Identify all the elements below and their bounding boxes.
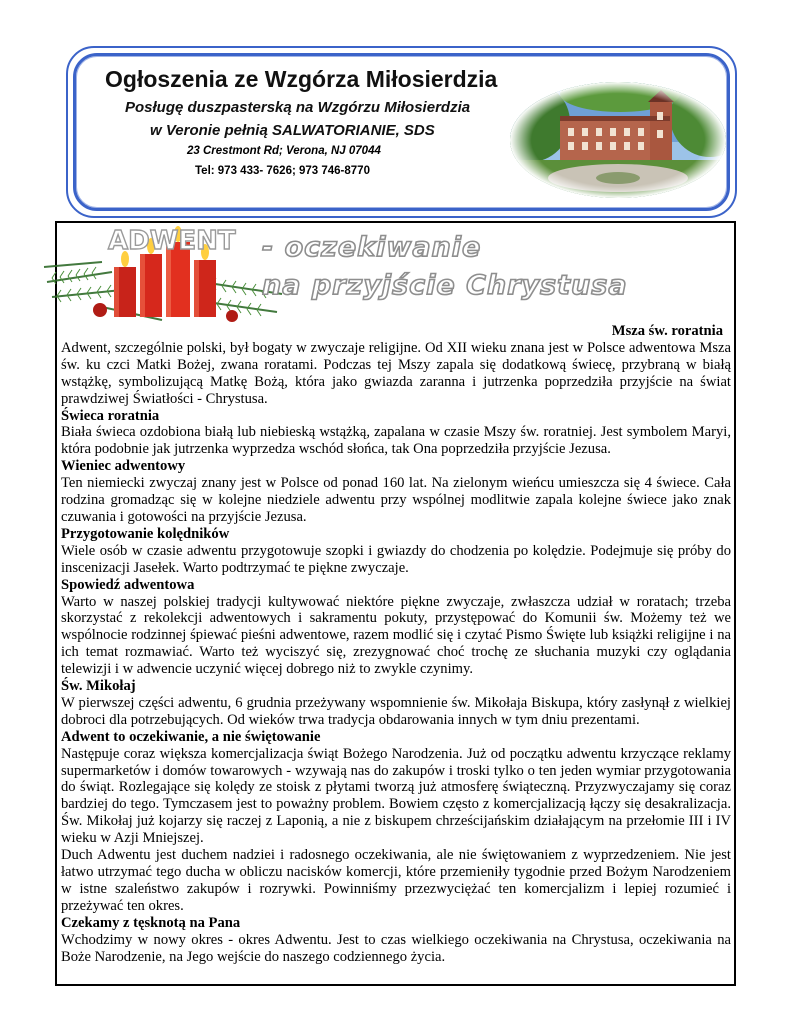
paragraph-mikolaj: W pierwszej części adwentu, 6 grudnia przeżywany wspomnienie św. Mikołaja Biskupa, który zasłynął z wielkiej dobroci dla potrzebujących. Od wieków trwa tradycja obdarowania innych w tym dniu prezentami. [61, 694, 731, 728]
section-heading-spowiedz: Spowiedź adwentowa [61, 576, 195, 593]
banner-tagline-1: - oczekiwanie [262, 232, 482, 263]
section-heading-tesknota: Czekamy z tęsknotą na Pana [61, 914, 241, 931]
header-subtitle-2: w Veronie pełnią SALWATORIANIE, SDS [150, 122, 435, 139]
church-photo [510, 82, 726, 198]
section-heading-mikolaj: Św. Mikołaj [61, 678, 136, 695]
paragraph-oczekiwanie-2: Duch Adwentu jest duchem nadziei i radosnego oczekiwania, ale nie świętowaniem z wyprzedzeniem. Nie jest łatwo utrzymać tego ducha w obliczu nacisków komercji, które przemieniły tygodnie przed Bożym Narodzeniem w istne szaleństwo zakupów i rozrywki. Powinniśmy przezwyciężać ten komercjalizm i lepiej rozumieć i przeżywać ten okres. [61, 847, 731, 914]
section-heading-wieniec: Wieniec adwentowy [61, 458, 186, 475]
header-subtitle-1: Posługę duszpasterską na Wzgórzu Miłosierdzia [125, 99, 471, 116]
paragraph-intro: Adwent, szczególnie polski, był bogaty w zwyczaje religijne. Od XII wieku znana jest w Polsce adwentowa Msza św. ku czci Matki Bożej, zwana roratami. Podczas tej Mszy zapala się dodatkową świecę, przybraną w białą wstążkę, symbolizującą Matkę Bożą, która jako gwiazda zaranna i jutrzenka poprzedziła przyjście na świat prawdziwej Światłości - Chrystusa. [61, 339, 731, 407]
article-body [61, 323, 731, 965]
header-phone: Tel: 973 433- 7626; 973 746-8770 [195, 165, 370, 177]
paragraph-swieca: Biała świeca ozdobiona białą lub niebieską wstążką, zapalana w czasie Mszy św. roratniej. Jest symbolem Maryi, która podobnie jak jutrzenka wyprzedza wschód słońca, tak Ona poprzedziła przyjście Jezusa. [61, 424, 731, 458]
paragraph-koledniki: Wiele osób w czasie adwentu przygotowuje szopki i gwiazdy do chodzenia po kolędzie. Podejmuje się próby do inscenizacji Jasełek. Warto podtrzymać te piękne zwyczaje. [61, 542, 731, 576]
paragraph-wieniec: Ten niemiecki zwyczaj znany jest w Polsce od ponad 160 lat. Na zielonym wieńcu umieszcza się 4 świece. Cała rodzina gromadząc się w kolejne niedziele adwentu przy wspólnej modlitwie zapala kolejne świece jako znak czuwania i gotowości na przyjście Jezusa. [61, 475, 731, 525]
page-title: Ogłoszenia ze Wzgórza Miłosierdzia [105, 66, 498, 92]
section-heading-oczekiwanie: Adwent to oczekiwanie, a nie świętowanie [61, 728, 321, 745]
section-heading-roratnia: Msza św. roratnia [611, 323, 723, 339]
banner-tagline-2: na przyjście Chrystusa [262, 270, 628, 301]
paragraph-tesknota: Wchodzimy w nowy okres - okres Adwentu. Jest to czas wielkiego oczekiwania na Chrystusa, oczekiwania na Boże Narodzenie, na Jego wejście do naszego codziennego życia. [61, 931, 731, 965]
section-heading-koledniki: Przygotowanie kolędników [61, 525, 230, 542]
header-address: 23 Crestmont Rd; Verona, NJ 07044 [187, 145, 381, 157]
paragraph-spowiedz: Warto w naszej polskiej tradycji kultywować niektóre piękne zwyczaje, zwłaszcza udział w roratach; trzeba skorzystać z rekolekcji adwentowych i sakramentu pokuty, przystępować do Komunii św. Możemy też we wspólnocie rodzinnej śpiewać pieśni adwentowe, razem modlić się i czytać Pismo Święte lub książki religijne i na ich temat rozmawiać. Warto też wyciszyć się, zrezygnować choć trochę ze słuchania muzyki czy oglądania telewizji i w adwencie uczynić więcej dobrego niż to zwykle czynimy. [61, 593, 731, 678]
paragraph-oczekiwanie-1: Następuje coraz większa komercjalizacja świąt Bożego Narodzenia. Już od początku adwentu krzyczące reklamy supermarketów i domów towarowych - wzywają nas do zakupów i troski tylko o ten jeden wymiar przygotowania do świąt. Rozlegające się kolędy ze stoisk z płytami tworzą już atmosferę świąteczną. Przyzwyczajamy się coraz bardziej do tego. Tymczasem jest to poważny problem. Bowiem często z komercjalizacją łączy się desakralizacja. Św. Mikołaj już kojarzy się raczej z Laponią, a nie z biskupem chrześcijańskim działającym na przełomie III i IV wieku w Azji Mniejszej. [61, 745, 731, 847]
advent-logo-word: ADWENT [108, 226, 236, 256]
section-heading-swieca: Świeca roratnia [61, 407, 160, 424]
